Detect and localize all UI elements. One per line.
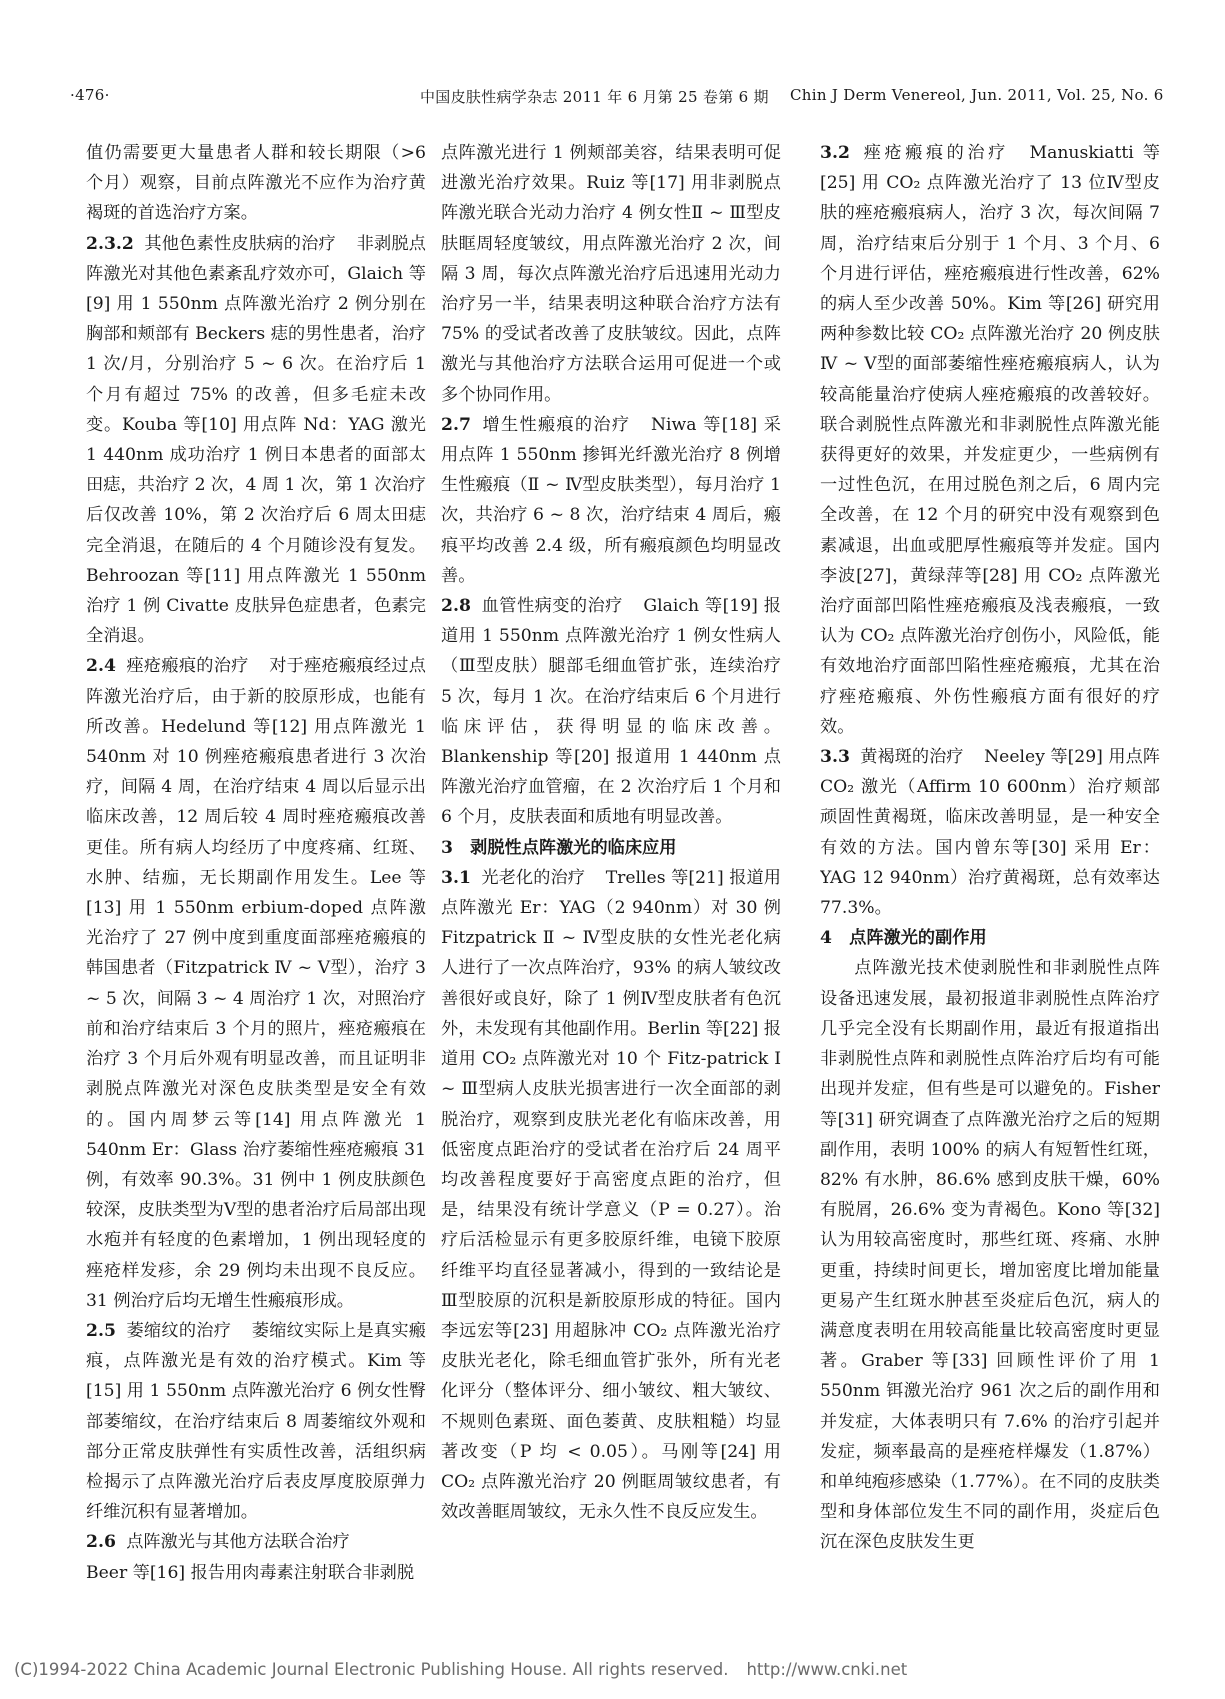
- section-title: 黄褐斑的治疗: [860, 747, 964, 768]
- section-title: 点阵激光与其他方法联合治疗: [126, 1532, 350, 1553]
- section-2-6: [86, 1527, 426, 1587]
- section-heading-3: [441, 833, 781, 863]
- copyright-text: (C)1994-2022 China Academic Journal Electronic Publishing House. All rights reserved.: [14, 1660, 729, 1679]
- section-body: 非剥脱点阵激光对其他色素紊乱疗效亦可，Glaich 等[9] 用 1 550nm 点阵激光治疗 2 例分别在胸部和颊部有 Beckers 痣的男性患者，治疗 1 次/月，分别治疗 5 ~ 6 次。在治疗后 1 个月有超过 75% 的改善，但多毛症未改变。Kouba 等[10] 用点阵 Nd：YAG 激光 1 440nm 成功治疗 1 例日本患者的面部太田痣，共治疗 2 次，4 周 1 次，第 1 次治疗后仅改善 10%，第 2 次治疗后 6 周太田痣完全消退，在随后的 4 个月随诊没有复发。Behroozan 等[11] 用点阵激光 1 550nm 治疗 1 例 Civatte 皮肤异色症患者，色素完全消退。: [86, 233, 426, 647]
- section-2-7: [441, 410, 781, 591]
- section-number: 2.3.2: [86, 233, 134, 254]
- paragraph: 点阵激光技术使剥脱性和非剥脱性点阵设备迅速发展，最初报道非剥脱性点阵治疗几乎完全没有长期副作用，最近有报道指出非剥脱性点阵和剥脱性点阵治疗后均有可能出现并发症，但有些是可以避免的。Fisher 等[31] 研究调查了点阵激光治疗之后的短期副作用，表明 100% 的病人有短暂性红斑，82% 有水肿，86.6% 感到皮肤干燥，60% 有脱屑，26.6% 变为青褐色。Kono 等[32] 认为用较高密度时，那些红斑、疼痛、水肿更重，持续时间更长，增加密度比增加能量更易产生红斑水肿甚至炎症后色沉，病人的满意度表明在用较高能量比较高密度时更显著。Graber 等[33] 回顾性评价了用 1 550nm 铒激光治疗 961 次之后的副作用和并发症，大体表明只有 7.6% 的治疗引起并发症，频率最高的是痤疮样爆发（1.87%）和单纯疱疹感染（1.77%）。在不同的皮肤类型和身体部位发生不同的副作用，炎症后色沉在深色皮肤发生更: [820, 958, 1160, 1553]
- section-2-3-2: [86, 229, 426, 652]
- section-body: 对于痤疮瘢痕经过点阵激光治疗后，由于新的胶原形成，也能有所改善。Hedelund 等[12] 用点阵激光 1 540nm 对 10 例痤疮瘢痕患者进行 3 次治疗，间隔 4 周，在治疗结束 4 周以后显示出临床改善，12 周后较 4 周时痤疮瘢痕改善更佳。所有病人均经历了中度疼痛、红斑、水肿、结痂，无长期副作用发生。Lee 等[13] 用 1 550nm erbium-doped 点阵激光治疗了 27 例中度到重度面部痤疮瘢痕的韩国患者（Fitzpatrick Ⅳ ~ Ⅴ型），治疗 3 ~ 5 次，间隔 3 ~ 4 周治疗 1 次，对照治疗前和治疗结束后 3 个月的照片，痤疮瘢痕在治疗 3 个月后外观有明显改善，而且证明非剥脱点阵激光对深色皮肤类型是安全有效的。国内周梦云等[14] 用点阵激光 1 540nm Er：Glass 治疗萎缩性痤疮瘢痕 31 例，有效率 90.3%。31 例中 1 例皮肤颜色较深，皮肤类型为Ⅴ型的患者治疗后局部出现水疱并有轻度的色素增加，1 例出现轻度的痤疮样发疹，余 29 例均未出现不良反应。31 例治疗后均无增生性瘢痕形成。: [86, 656, 426, 1311]
- section-title: 痤疮瘢痕的治疗: [860, 143, 1009, 163]
- section-number: 2.6: [86, 1532, 116, 1553]
- section-title: 痤疮瘢痕的治疗: [126, 656, 249, 677]
- section-title: 光老化的治疗: [481, 867, 586, 888]
- section-body: Manuskiatti 等[25] 用 CO₂ 点阵激光治疗了 13 位Ⅳ型皮肤的痤疮瘢痕病人，治疗 3 次，每次间隔 7 周，治疗结束后分别于 1 个月、3 个月、6 个月进行评估，痤疮瘢痕进行性改善，62% 的病人至少改善 50%。Kim 等[26] 研究用两种参数比较 CO₂ 点阵激光治疗 20 例皮肤Ⅳ ~ Ⅴ型的面部萎缩性痤疮瘢痕病人，认为较高能量治疗使病人痤疮瘢痕的改善较好。联合剥脱性点阵激光和非剥脱性点阵激光能获得更好的效果，并发症更少，一些病例有一过性色沉，在用过脱色剂之后，6 周内完全改善，在 12 个月的研究中没有观察到色素减退，出血或肥厚性瘢痕等并发症。国内李波[27]，黄绿萍等[28] 用 CO₂ 点阵激光治疗面部凹陷性痤疮瘢痕及浅表瘢痕，一致认为 CO₂ 点阵激光治疗创伤小，风险低，能有效地治疗面部凹陷性痤疮瘢痕，尤其在治疗痤疮瘢痕、外伤性瘢痕方面有很好的疗效。: [820, 143, 1160, 737]
- text-column-1: [86, 138, 426, 1638]
- section-2-5: [86, 1316, 426, 1527]
- section-heading: 4 点阵激光的副作用: [820, 928, 987, 949]
- section-body: Glaich 等[19] 报道用 1 550nm 点阵激光治疗 1 例女性病人（Ⅲ型皮肤）腿部毛细血管扩张，连续治疗 5 次，每月 1 次。在治疗结束后 6 个月进行临床评估，获得明显的临床改善。Blankenship 等[20] 报道用 1 440nm 点阵激光治疗血管瘤，在 2 次治疗后 1 个月和 6 个月，皮肤表面和质地有明显改善。: [441, 596, 781, 828]
- section-number: 3.3: [820, 747, 850, 768]
- section-heading: 3 剥脱性点阵激光的临床应用: [441, 837, 677, 858]
- text-column-3: [820, 138, 1160, 1638]
- text-column-2: [441, 138, 781, 1638]
- section-3-1: [441, 863, 781, 1527]
- section-number: 2.5: [86, 1320, 116, 1341]
- section-number: 2.8: [441, 596, 471, 617]
- section-title: 其他色素性皮肤病的治疗: [144, 233, 336, 254]
- section-heading-4: [820, 923, 1160, 953]
- section-body: 萎缩纹实际上是真实瘢痕，点阵激光是有效的治疗模式。Kim 等[15] 用 1 550nm 点阵激光治疗 6 例女性臀部萎缩纹，在治疗结束后 8 周萎缩纹外观和部分正常皮肤弹性有实质性改善，活组织病检揭示了点阵激光治疗后表皮厚度胶原弹力纤维沉积有显著增加。: [86, 1320, 426, 1523]
- section-3-2: [820, 138, 1160, 742]
- section-2-4: [86, 651, 426, 1315]
- section-2-8: [441, 591, 781, 833]
- copyright-footer: [14, 1660, 1224, 1679]
- running-header-en: Chin J Derm Venereol, Jun. 2011, Vol. 25, No. 6: [790, 86, 1164, 104]
- section-number: 3.2: [820, 143, 850, 163]
- section-3-3: [820, 742, 1160, 923]
- section-body: Beer 等[16] 报告用肉毒素注射联合非剥脱: [86, 1562, 415, 1583]
- section-body: Neeley 等[29] 用点阵 CO₂ 激光（Affirm 10 600nm）治疗颊部顽固性黄褐斑，临床改善明显，是一种安全有效的方法。国内曾东等[30] 采用 Er：YAG 12 940nm）治疗黄褐斑，总有效率达 77.3%。: [820, 747, 1160, 919]
- running-header-cn: 中国皮肤性病学杂志 2011 年 6 月第 25 卷第 6 期: [420, 88, 769, 106]
- section-number: 2.4: [86, 656, 116, 677]
- section-body: Niwa 等[18] 采用点阵 1 550nm 掺铒光纤激光治疗 8 例增生性瘢痕（Ⅱ ~ Ⅳ型皮肤类型），每月治疗 1 次，共治疗 6 ~ 8 次，治疗结束 4 周后，瘢痕平均改善 2.4 级，所有瘢痕颜色均明显改善。: [441, 414, 781, 586]
- section-title: 增生性瘢痕的治疗: [481, 414, 631, 435]
- section-body: Trelles 等[21] 报道用点阵激光 Er：YAG（2 940nm）对 30 例 Fitzpatrick Ⅱ ~ Ⅳ型皮肤的女性光老化病人进行了一次点阵治疗，93% 的病人皱纹改善很好或良好，除了 1 例Ⅳ型皮肤者有色沉外，未发现有其他副作用。Berlin 等[22] 报道用 CO₂ 点阵激光对 10 个 Fitz-patrick Ⅰ ~ Ⅲ型病人皮肤光损害进行一次全面部的剥脱治疗，观察到皮肤光老化有临床改善，用低密度点距治疗的受试者在治疗后 24 周平均改善程度要好于高密度点距的治疗，但是，结果没有统计学意义（P = 0.27）。治疗后活检显示有更多胶原纤维，电镜下胶原纤维平均直径显著减小，得到的一致结论是Ⅲ型胶原的沉积是新胶原形成的特征。国内李远宏等[23] 用超脉冲 CO₂ 点阵激光治疗皮肤光老化，除毛细血管扩张外，所有光老化评分（整体评分、细小皱纹、粗大皱纹、不规则色素斑、面色萎黄、皮肤粗糙）均显著改变（P 均 < 0.05）。马刚等[24] 用 CO₂ 点阵激光治疗 20 例眶周皱纹患者，有效改善眶周皱纹，无永久性不良反应发生。: [441, 867, 781, 1523]
- footer-link[interactable]: http://www.cnki.net: [746, 1660, 908, 1679]
- paragraph: 点阵激光进行 1 例颊部美容，结果表明可促进激光治疗效果。Ruiz 等[17] 用非剥脱点阵激光联合光动力治疗 4 例女性Ⅱ ~ Ⅲ型皮肤眶周轻度皱纹，用点阵激光治疗 2 次，间隔 3 周，每次点阵激光治疗后迅速用光动力治疗另一半，结果表明这种联合治疗方法有 75% 的受试者改善了皮肤皱纹。因此，点阵激光与其他治疗方法联合运用可促进一个或多个协同作用。: [441, 143, 781, 405]
- paragraph: 值仍需要更大量患者人群和较长期限（>6 个月）观察，目前点阵激光不应作为治疗黄褐斑的首选治疗方案。: [86, 143, 426, 224]
- section-number: 3.1: [441, 867, 471, 888]
- section-title: 血管性病变的治疗: [481, 596, 623, 617]
- section-title: 萎缩纹的治疗: [126, 1320, 232, 1341]
- page-number: ·476·: [70, 86, 110, 104]
- section-number: 2.7: [441, 414, 471, 435]
